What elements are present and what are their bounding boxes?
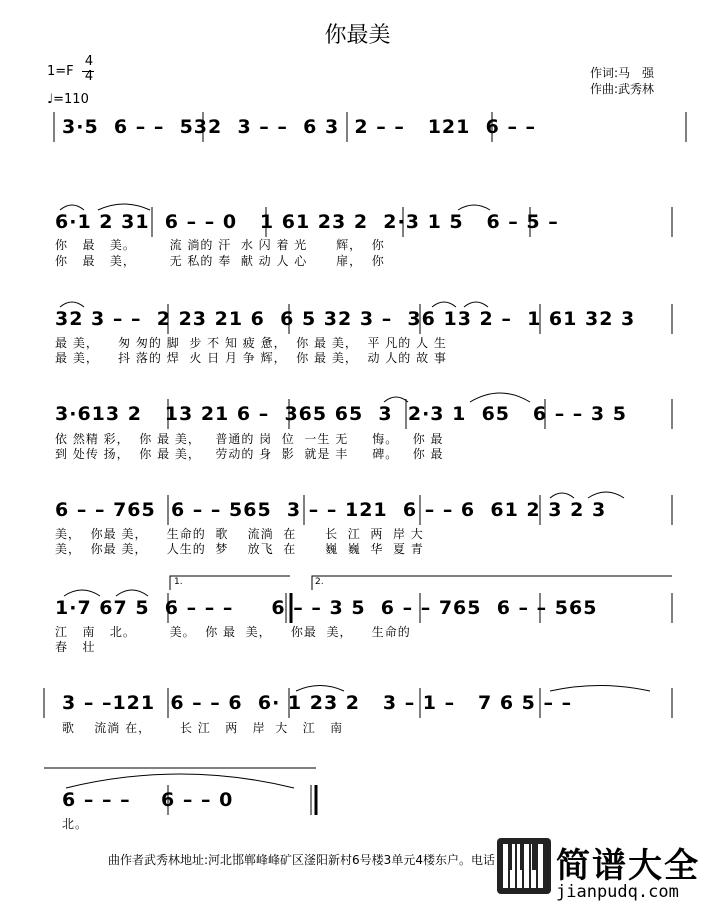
score-row-4-notes: 3·613 2 13 21 6 – 365 65 3 2·3 1 65 6 – – 3 5 [55,403,627,425]
score-row-5-lyrics-1: 美， 你最 美， 生命的 歌 流淌 在 长 江 两 岸 大 [55,527,424,541]
score-row-2-lyrics-1: 你 最 美。 流 淌的 汗 水 闪 着 光 辉， 你 [55,238,385,252]
score-row-8-lyrics-1: 北。 [62,817,89,831]
slur [588,492,624,498]
time-sig-bottom: 4 [84,69,94,84]
slur [550,493,574,498]
time-sig-top: 4 [84,54,94,69]
score-row-6-notes: 1·7 67 5 6 – – – 6 – – 3 5 6 – – 765 6 – – 565 [55,597,598,619]
score-row-7-notes: 3 – –121 6 – – 6 6· 1 23 2 3 – 1 – 7 6 5 – – [62,692,573,714]
lyricist-credit: 作词:马 强 [590,66,655,80]
volta-second-ending: 2. [315,577,324,587]
tempo-value: =110 [53,92,89,107]
slur [384,397,408,402]
score-row-3-notes: 32 3 – – 2 23 21 6 6 5 32 3 – 36 13 2 – 1 61 32 3 [55,308,636,330]
slur [296,686,344,692]
song-title: 你最美 [324,23,391,48]
volta-first-ending: 1. [174,577,183,587]
slur [116,590,148,596]
slur [98,204,150,210]
score-row-1-notes: 3·5 6 – – 532 3 – – 6 3 2 – – 121 6 – – [62,116,537,138]
slur [66,774,294,788]
quarter-note-icon: ♩ [47,92,54,107]
composer-credit: 作曲:武秀林 [590,82,655,96]
score-row-6-lyrics-2: 春 壮 [55,640,96,654]
slur [550,686,650,692]
slur [432,302,456,307]
piano-keys-icon [497,838,551,894]
score-row-3-lyrics-1: 最 美， 匆 匆的 脚 步 不 知 疲 惫， 你 最 美， 平 凡的 人 生 [55,336,447,350]
slur [464,302,488,307]
score-row-2-lyrics-2: 你 最 美， 无 私的 奉 献 动 人 心 扉， 你 [55,254,385,268]
slur [470,393,530,402]
score-row-4-lyrics-2: 到 处传 扬， 你 最 美， 劳动的 身 影 就是 丰 碑。 你 最 [55,447,444,461]
score-row-5-lyrics-2: 美， 你最 美， 人生的 梦 放飞 在 巍 巍 华 夏 青 [55,542,424,556]
score-row-8-notes: 6 – – – 6 – – 0 [62,789,234,811]
score-row-3-lyrics-2: 最 美， 抖 落的 焊 火 日 月 争 辉， 你 最 美， 动 人的 故 事 [55,351,447,365]
volta-bracket-1 [170,576,290,590]
slur [60,302,84,307]
score-row-2-notes: 6·1 2 31 6 – – 0 1 61 23 2 2·3 1 5 6 – 5 – [55,211,559,233]
score-row-5-notes: 6 – – 765 6 – – 565 3 – – 121 6 – – 6 61 2 3 2 3 [55,499,607,521]
score-row-7-lyrics-1: 歌 流淌 在， 长 江 两 岸 大 江 南 [62,721,344,735]
slur [64,590,100,596]
slur [458,205,490,210]
site-url[interactable]: jianpudq.com [556,882,679,902]
slur [60,205,84,210]
key-signature: 1=F [47,64,74,79]
score-row-6-lyrics-1: 江 南 北。 美。 你 最 美， 你最 美， 生命的 [55,625,411,639]
volta-bracket-2 [312,576,672,590]
composer-address: 曲作者武秀林地址:河北邯郸峰峰矿区滏阳新村6号楼3单元4楼东户。电话 [108,853,495,867]
brand-logo-text: 简谱大全 [556,846,700,886]
score-row-4-lyrics-1: 依 然精 彩， 你 最 美， 普通的 岗 位 一生 无 悔。 你 最 [55,432,444,446]
